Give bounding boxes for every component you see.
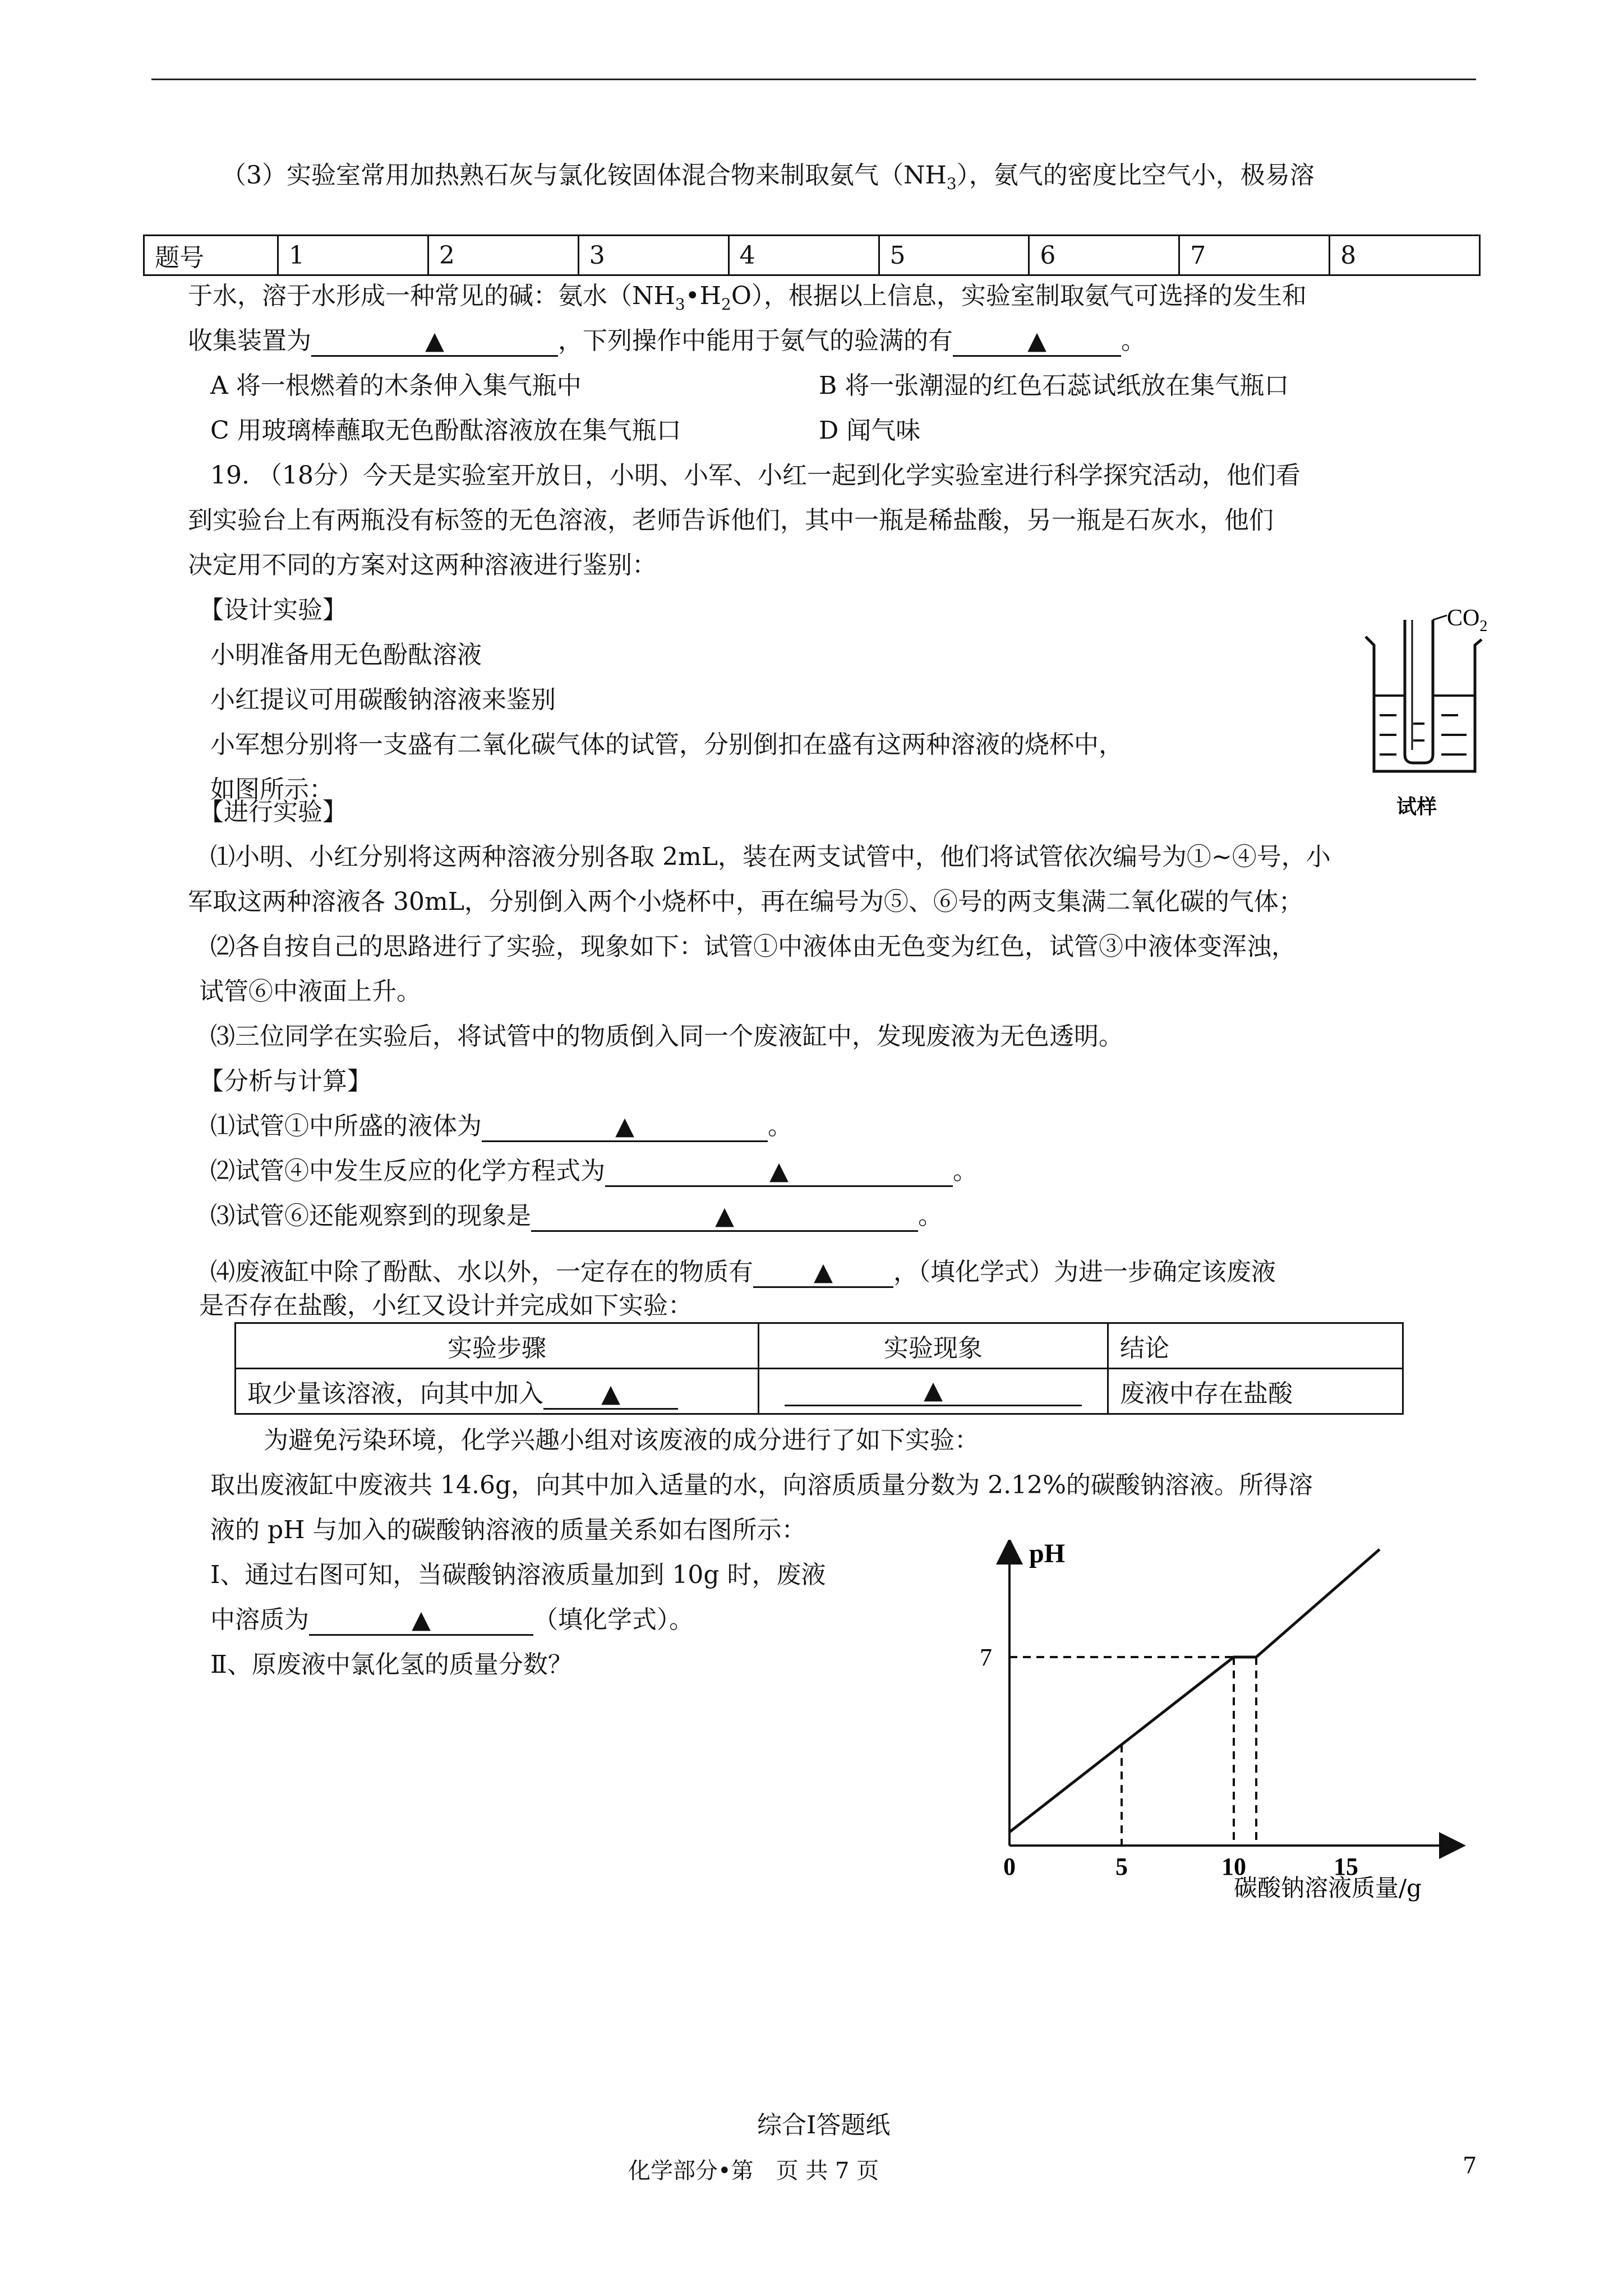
exp-header-steps: 实验步骤 — [236, 1323, 759, 1369]
design-line3: 小军想分别将一支盛有二氧化碳气体的试管，分别倒扣在盛有这两种溶液的烧杯中， — [210, 730, 1123, 759]
design-heading: 【设计实验】 — [199, 596, 347, 624]
q19-intro-line2: 到实验台上有两瓶没有标签的无色溶液，老师告诉他们，其中一瓶是稀盐酸，另一瓶是石灰水，他们 — [188, 506, 1274, 535]
answer-number-table — [143, 234, 1481, 276]
answer-table-header: 题号 — [144, 236, 278, 275]
answer-cell: 4 — [728, 236, 879, 275]
answer-blank[interactable]: ▲ — [785, 1377, 1082, 1406]
answer-cell: 6 — [1029, 236, 1179, 275]
x-axis-label: 碳酸钠溶液质量/g — [1234, 1874, 1422, 1902]
design-line4: 如图所示： — [210, 775, 334, 804]
answer-blank[interactable]: ▲ — [605, 1157, 953, 1187]
calc-line1: 为避免污染环境，化学兴趣小组对该废液的成分进行了如下实验： — [264, 1426, 979, 1455]
y-tick-label: 7 — [980, 1644, 992, 1671]
answer-blank[interactable]: ▲ — [309, 1606, 533, 1636]
answer-cell: 7 — [1179, 236, 1330, 275]
ph-curve — [1009, 1549, 1380, 1832]
analysis-q4-line1: ⑷废液缸中除了酚酞、水以外，一定存在的物质有 ▲ ，（填化学式）为进一步确定该废液 — [210, 1255, 1276, 1289]
exp-header-phenomenon: 实验现象 — [759, 1323, 1108, 1369]
answer-blank[interactable]: ▲ — [482, 1112, 768, 1142]
footer-title: 综合Ⅰ答题纸 — [757, 2111, 891, 2139]
step2-line1: ⑵各自按自己的思路进行了实验，现象如下：试管①中液体由无色变为红色，试管③中液体变浑浊， — [210, 932, 1296, 961]
ph-chart — [976, 1540, 1481, 1921]
x-tick-label: 5 — [1115, 1853, 1128, 1880]
design-line2: 小红提议可用碳酸钠溶液来鉴别 — [210, 685, 556, 714]
step1-line1: ⑴小明、小红分别将这两种溶液分别各取 2mL，装在两支试管中，他们将试管依次编号为①~④号，小 — [210, 843, 1331, 871]
q18-line2: 于水，溶于水形成一种常见的碱：氨水$(NH_3•H_2O)$，根据以上信息，实验室制取氨气可选择的发生和 — [188, 282, 1307, 314]
co2-label: $CO_2$ — [1447, 605, 1488, 635]
answer-blank[interactable]: ▲ — [543, 1380, 678, 1410]
answer-cell: 1 — [278, 236, 428, 275]
y-axis-label: pH — [1029, 1540, 1066, 1568]
page-number: 7 — [1463, 2153, 1477, 2179]
x-tick-label: 15 — [1334, 1853, 1358, 1880]
part-i-line2: 中溶质为 ▲ （填化学式）。 — [210, 1603, 694, 1637]
analysis-q3: ⑶试管⑥还能观察到的现象是 ▲ 。 — [210, 1199, 943, 1233]
answer-blank[interactable]: ▲ — [311, 327, 558, 357]
analysis-q4-line2: 是否存在盐酸，小红又设计并完成如下实验： — [199, 1291, 693, 1320]
answer-blank[interactable]: ▲ — [531, 1202, 918, 1232]
x-tick-label: 10 — [1221, 1853, 1246, 1880]
exp-conclusion-cell: 废液中存在盐酸 — [1108, 1369, 1403, 1414]
q18-option-d: D 闻气味 — [819, 416, 921, 445]
calc-line3: 液的 pH 与加入的碳酸钠溶液的质量关系如右图所示： — [210, 1516, 806, 1544]
exp-phenomenon-cell — [759, 1369, 1108, 1414]
answer-cell: 3 — [578, 236, 728, 275]
conduct-heading: 【进行实验】 — [199, 798, 347, 826]
q18-option-b: B 将一张潮湿的红色石蕊试纸放在集气瓶口 — [819, 371, 1289, 400]
beaker-diagram — [1363, 603, 1509, 827]
analysis-q1: ⑴试管①中所盛的液体为 ▲ 。 — [210, 1110, 792, 1143]
answer-cell: 2 — [428, 236, 578, 275]
part-i-line1: Ⅰ、通过右图可知，当碳酸钠溶液质量加到 10g 时，废液 — [210, 1561, 826, 1589]
answer-cell: 5 — [879, 236, 1029, 275]
step1-line2: 军取这两种溶液各 30mL，分别倒入两个小烧杯中，再在编号为⑤、⑥号的两支集满二氧化碳的气体； — [188, 887, 1303, 916]
exp-header-conclusion: 结论 — [1108, 1323, 1403, 1369]
analysis-q2: ⑵试管④中发生反应的化学方程式为 ▲ 。 — [210, 1154, 978, 1188]
q19-intro-line3: 决定用不同的方案对这两种溶液进行鉴别： — [188, 551, 657, 579]
top-rule — [151, 79, 1476, 80]
calc-line2: 取出废液缸中废液共 14.6g，向其中加入适量的水，向溶质质量分数为 2.12%的碳酸钠溶液。所得溶 — [210, 1471, 1313, 1499]
analysis-heading: 【分析与计算】 — [199, 1067, 372, 1096]
answer-cell: 8 — [1330, 236, 1480, 275]
q19-intro-line1: 19. （18分）今天是实验室开放日，小明、小军、小红一起到化学实验室进行科学探究活动，他们看 — [210, 461, 1301, 490]
q18-line3: 收集装置为 ▲ ，下列操作中能用于氨气的验满的有 ▲ 。 — [188, 324, 1146, 358]
footer-page-line: 化学部分•第 页 共 7 页 — [628, 2158, 879, 2184]
step3: ⑶三位同学在实验后，将试管中的物质倒入同一个废液缸中，发现废液为无色透明。 — [210, 1022, 1123, 1051]
sample-label: 试样 — [1396, 795, 1437, 818]
experiment-table — [234, 1322, 1404, 1415]
x-tick-label: 0 — [1003, 1853, 1016, 1880]
answer-blank[interactable]: ▲ — [953, 327, 1121, 357]
answer-blank[interactable]: ▲ — [753, 1258, 893, 1288]
q18-line1: （3）实验室常用加热熟石灰与氯化铵固体混合物来制取氨气$(NH_3)$，氨气的密度比空气小，极易溶 — [222, 161, 1315, 193]
part-ii: Ⅱ、原废液中氯化氢的质量分数？ — [210, 1650, 573, 1679]
exp-step-cell: 取少量该溶液，向其中加入 ▲ — [236, 1369, 759, 1414]
design-line1: 小明准备用无色酚酞溶液 — [210, 641, 482, 669]
q18-option-c: C 用玻璃棒蘸取无色酚酞溶液放在集气瓶口 — [210, 416, 681, 445]
step2-line2: 试管⑥中液面上升。 — [199, 977, 421, 1006]
q18-option-a: A 将一根燃着的木条伸入集气瓶中 — [210, 371, 582, 400]
